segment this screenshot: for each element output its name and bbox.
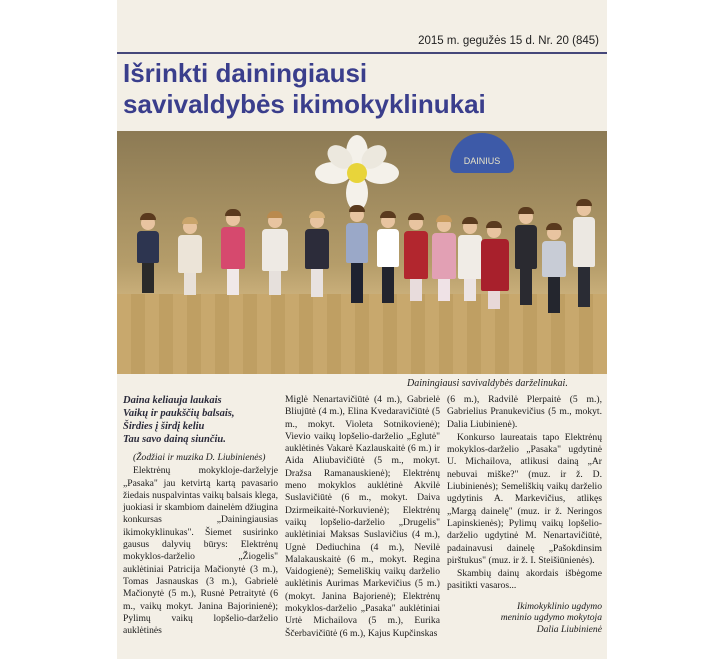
poem-line: Širdies į širdį keliu [123,421,205,432]
header-rule [117,52,607,54]
headline [123,58,593,120]
paragraph: Konkurso laureatais tapo Elektrėnų mokyklos-darželio „Pasaka" ugdytinė U. Michailova, atlikusi dainą „Ar nebuvai miške?" (muz. ir ž. D. Liubinienės); Semeliškių vaikų darželio ugdytinis A. Markevičius, atlikęs „Margą dainelę" (muz. ir ž. Neringos Lapinskienės); Pylimų vaikų lopšelio-darželio ugdytinė M. Nenartavičiūtė, padainavusi dainelę „Pašokdinsim pirštukus" (muz. ir ž. I. Steišiūnienės). [447,431,602,566]
article-column-2 [285,394,440,641]
child-figure [177,217,203,295]
signature-line: meninio ugdymo mokytoja [500,612,602,624]
newspaper-page [117,0,607,659]
child-figure [403,213,429,301]
poem-credit: (Žodžiai ir muzika D. Liubinienės) [133,452,266,463]
stage-floor [117,294,607,374]
child-figure [375,211,401,303]
signature-line: Dalia Liubinienė [536,623,602,635]
headline-line-2: savivaldybės ikimokyklinukai [123,89,486,119]
child-figure [135,213,161,293]
epigraph-poem [123,394,278,446]
flower-decoration-icon [315,135,399,211]
poem-line: Vaikų ir paukščių balsais, [123,408,235,419]
paragraph: Skambių dainų akordais išbėgome pasitikti vasaros... [447,568,602,592]
child-figure [571,199,597,307]
child-figure [220,209,246,295]
child-figure [457,217,483,301]
event-banner: DAINIUS [450,133,514,173]
article-column-1 [123,394,278,638]
child-figure [262,211,288,295]
child-figure [541,223,567,313]
child-figure [513,207,539,305]
child-figure [304,211,330,297]
signature-line: Ikimokyklinio ugdymo [517,600,602,612]
photo-caption: Dainingiausi savivaldybės darželinukai. [407,378,568,389]
article-photo [117,131,607,374]
issue-line: 2015 m. gegužės 15 d. Nr. 20 (845) [418,35,599,47]
paragraph: (6 m.), Radvilė Plerpaitė (5 m.), Gabrielius Pranukevičius (5 m., mokyt. Dalia Liubinienė). [447,394,602,430]
poem-line: Daina keliauja laukais [123,395,222,406]
child-figure [481,221,507,309]
paragraph: Miglė Nenartavičiūtė (4 m.), Gabrielė Bliujūtė (4 m.), Elina Kvedaravičiūtė (5 m., mokyt. Violeta Sotnikovienė); Vievio vaikų lopšelio-darželio „Eglutė" auklėtinės Vakarė Kazlauskaitė (6 m.) ir Aida Aliubavičiūtė (5 m., mokyt. Dražsa Ramanauskienė); Elektrėnų meno mokyklos auklėtinė Akvilė Suslavičiūtė (6 m., mokyt. Daiva Dzirmeikaitė-Norkuvienė); Elektrėnų vaikų lopšelio-darželio „Drugelis" auklėtiniai Maksas Suslavičius (4 m.), Ugnė Dediuchina (4 m.), Nevilė Malakauskaitė (6 m., mokyt. Regina Vaidogienė); Semeliškių vaikų darželio auklėtinis Aurimas Markevičius (5 m.) (mokyt. Janina Bajorienė); Elektrėnų mokyklos-darželio „Pasaka" auklėtiniai Urtė Michailova (5 m.), Eurika Ščerbavičiūtė (6 m.), Kajus Kupčinskas [285,394,440,639]
paragraph: Elektrėnų mokykloje-darželyje „Pasaka" jau ketvirtą kartą pavasario žiedais nuspalvintas vaikų balsais klega, juokiasi ir skambiom dainelėm džiugina konkursas „Dainingiausias ikimokyklinukas". Šiemet susirinko gausus dalyvių būrys: Elektrėnų mokyklos-darželio „Žiogelis" auklėtiniai Patricija Mačionytė (3 m.), Tomas Jasnauskas (3 m.), Gabrielė Mačionytė (5 m.), Rusnė Petraitytė (6 m., vaikų mokyt. Janina Bajorinienė); Pylimų vaikų lopšelio-darželio auklėtinės [123,465,278,637]
headline-line-1: Išrinkti dainingiausi [123,58,368,88]
author-signature [447,601,602,636]
article-column-3 [447,394,602,635]
child-figure [344,205,370,303]
child-figure [431,215,457,301]
poem-line: Tau savo dainą siunčiu. [123,434,226,445]
